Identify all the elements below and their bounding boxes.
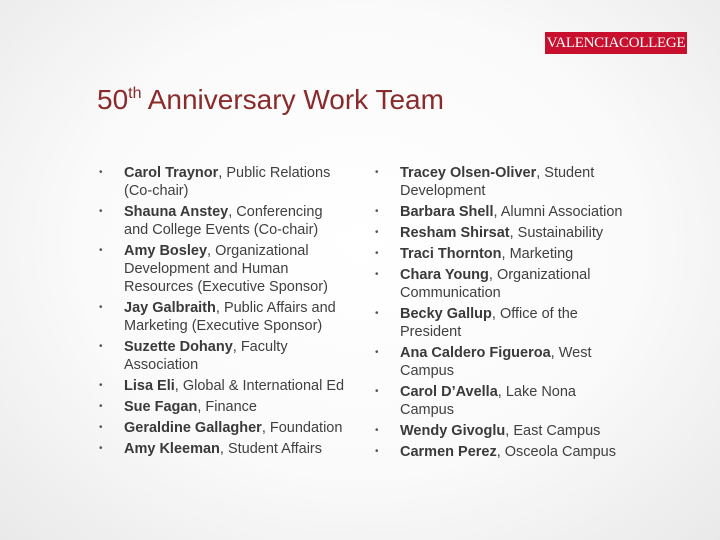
team-member-item: • Barbara Shell, Alumni Association xyxy=(375,204,623,220)
member-role: Student Development xyxy=(400,165,595,199)
team-member-item: • Chara Young, Organizational Communication xyxy=(375,267,591,301)
bullet-icon: • xyxy=(375,425,379,436)
valencia-college-logo xyxy=(545,32,687,54)
member-role: Finance xyxy=(205,399,257,415)
bullet-icon: • xyxy=(375,386,379,397)
member-role: West Campus xyxy=(400,345,592,379)
member-name: Jay Galbraith xyxy=(124,300,216,316)
member-name: Wendy Givoglu xyxy=(400,423,506,439)
bullet-icon: • xyxy=(375,167,379,178)
bullet-icon: • xyxy=(99,167,103,178)
member-name: Traci Thornton xyxy=(400,246,502,262)
team-member-item: • Wendy Givoglu, East Campus xyxy=(375,423,601,439)
member-role: Osceola Campus xyxy=(504,444,616,460)
team-list-left xyxy=(99,164,349,461)
member-role: Alumni Association xyxy=(500,204,623,220)
member-role: Student Affairs xyxy=(227,441,323,457)
member-name: Shauna Anstey xyxy=(124,204,229,220)
member-role: Global & International Ed xyxy=(182,378,345,394)
team-member-item: • Ana Caldero Figueroa, West Campus xyxy=(375,345,592,379)
member-name: Carol Traynor xyxy=(124,165,219,181)
member-name: Amy Kleeman xyxy=(124,441,220,457)
member-role: Conferencing and College Events (Co-chair) xyxy=(124,204,323,238)
bullet-icon: • xyxy=(99,422,103,433)
team-member-item: • Amy Kleeman, Student Affairs xyxy=(99,441,323,457)
bullet-icon: • xyxy=(375,206,379,217)
title-text: Anniversary Work Team xyxy=(141,84,444,115)
member-name: Becky Gallup xyxy=(400,306,492,322)
team-member-item: • Tracey Olsen-Oliver, Student Development xyxy=(375,165,595,199)
slide-title xyxy=(97,84,444,116)
member-role: East Campus xyxy=(513,423,601,439)
member-role: Organizational Development and Human Resources (Executive Sponsor) xyxy=(124,243,328,295)
member-name: Geraldine Gallagher xyxy=(124,420,262,436)
team-member-item: • Sue Fagan, Finance xyxy=(99,399,257,415)
member-role: Marketing xyxy=(509,246,574,262)
team-member-item: • Shauna Anstey, Conferencing and College Events (Co-chair) xyxy=(99,204,323,238)
member-name: Lisa Eli xyxy=(124,378,175,394)
team-member-item: • Carol Traynor, Public Relations (Co-chair) xyxy=(99,165,331,199)
member-name: Resham Shirsat xyxy=(400,225,510,241)
team-member-item: • Carmen Perez, Osceola Campus xyxy=(375,444,616,460)
bullet-icon: • xyxy=(99,380,103,391)
title-ordinal-number: 50 xyxy=(97,84,129,115)
team-member-item: • Amy Bosley, Organizational Development and Human Resources (Executive Sponsor) xyxy=(99,243,328,295)
member-name: Sue Fagan xyxy=(124,399,198,415)
team-member-item: • Traci Thornton, Marketing xyxy=(375,246,574,262)
bullet-icon: • xyxy=(375,347,379,358)
member-role: Public Relations (Co-chair) xyxy=(124,165,331,199)
member-role: Lake Nona Campus xyxy=(400,384,576,418)
bullet-icon: • xyxy=(375,269,379,280)
bullet-icon: • xyxy=(375,308,379,319)
team-list-right xyxy=(375,164,625,464)
logo-text-valencia: VALENCIA xyxy=(546,34,620,51)
bullet-icon: • xyxy=(99,401,103,412)
member-role: Public Affairs and Marketing (Executive Sponsor) xyxy=(124,300,336,334)
bullet-icon: • xyxy=(99,443,103,454)
member-name: Chara Young xyxy=(400,267,489,283)
bullet-icon: • xyxy=(99,245,103,256)
bullet-icon: • xyxy=(99,302,103,313)
team-member-item: • Becky Gallup, Office of the President xyxy=(375,306,578,340)
team-member-item: • Suzette Dohany, Faculty Association xyxy=(99,339,288,373)
bullet-icon: • xyxy=(99,341,103,352)
member-name: Suzette Dohany xyxy=(124,339,233,355)
logo-text-college: COLLEGE xyxy=(619,34,686,51)
member-role: Sustainability xyxy=(517,225,604,241)
member-role: Office of the President xyxy=(400,306,578,340)
team-member-item: • Resham Shirsat, Sustainability xyxy=(375,225,604,241)
member-role: Faculty Association xyxy=(124,339,288,373)
team-member-item: • Geraldine Gallagher, Foundation xyxy=(99,420,343,436)
team-member-item: • Lisa Eli, Global & International Ed xyxy=(99,378,345,394)
member-role: Organizational Communication xyxy=(400,267,591,301)
bullet-icon: • xyxy=(99,206,103,217)
member-name: Amy Bosley xyxy=(124,243,208,259)
member-name: Carol D’Avella xyxy=(400,384,498,400)
member-role: Foundation xyxy=(269,420,343,436)
title-ordinal-suffix: th xyxy=(128,85,142,102)
team-member-item: • Jay Galbraith, Public Affairs and Marketing (Executive Sponsor) xyxy=(99,300,336,334)
member-name: Carmen Perez xyxy=(400,444,497,460)
bullet-icon: • xyxy=(375,248,379,259)
bullet-icon: • xyxy=(375,227,379,238)
member-name: Ana Caldero Figueroa xyxy=(400,345,551,361)
member-name: Tracey Olsen-Oliver xyxy=(400,165,537,181)
member-name: Barbara Shell xyxy=(400,204,494,220)
bullet-icon: • xyxy=(375,446,379,457)
team-member-item: • Carol D’Avella, Lake Nona Campus xyxy=(375,384,576,418)
